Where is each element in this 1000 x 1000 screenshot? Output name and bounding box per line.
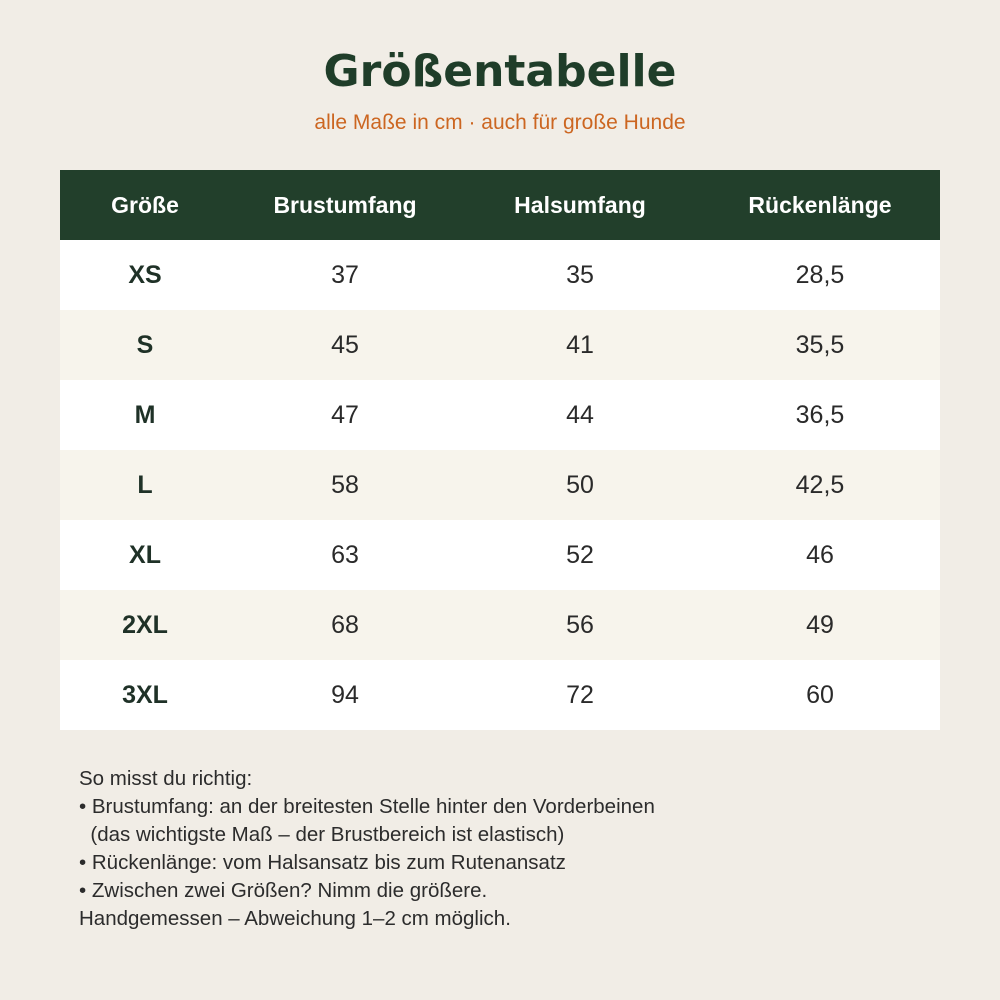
chest-cell: 47 [230, 380, 460, 450]
neck-cell: 72 [460, 660, 700, 730]
column-header-chest: Brustumfang [230, 170, 460, 240]
neck-cell: 56 [460, 590, 700, 660]
size-cell: XS [60, 240, 230, 310]
size-cell: L [60, 450, 230, 520]
notes-footer: Handgemessen – Abweichung 1–2 cm möglich. [79, 907, 511, 930]
table-header-row [60, 170, 940, 240]
table-row [60, 450, 940, 520]
page-title: Größentabelle [323, 46, 677, 97]
neck-cell: 41 [460, 310, 700, 380]
size-cell: 3XL [60, 660, 230, 730]
table-row [60, 240, 940, 310]
back-cell: 35,5 [700, 310, 940, 380]
back-cell: 49 [700, 590, 940, 660]
neck-cell: 52 [460, 520, 700, 590]
size-cell: S [60, 310, 230, 380]
notes-heading: So misst du richtig: [79, 767, 253, 790]
size-cell: XL [60, 520, 230, 590]
notes-line: • Brustumfang: an der breitesten Stelle hinter den Vorderbeinen [79, 795, 655, 818]
size-cell: M [60, 380, 230, 450]
table-row [60, 380, 940, 450]
notes-line: • Zwischen zwei Größen? Nimm die größere. [79, 879, 488, 902]
back-cell: 28,5 [700, 240, 940, 310]
neck-cell: 35 [460, 240, 700, 310]
table-row [60, 590, 940, 660]
chest-cell: 63 [230, 520, 460, 590]
notes-line: • Rückenlänge: vom Halsansatz bis zum Rutenansatz [79, 851, 566, 874]
page-subtitle: alle Maße in cm · auch für große Hunde [314, 111, 686, 134]
chest-cell: 45 [230, 310, 460, 380]
chest-cell: 94 [230, 660, 460, 730]
chest-cell: 68 [230, 590, 460, 660]
back-cell: 36,5 [700, 380, 940, 450]
measuring-notes [79, 765, 655, 933]
column-header-neck: Halsumfang [460, 170, 700, 240]
table-row [60, 660, 940, 730]
chest-cell: 37 [230, 240, 460, 310]
back-cell: 60 [700, 660, 940, 730]
column-header-back: Rückenlänge [700, 170, 940, 240]
chest-cell: 58 [230, 450, 460, 520]
table-row [60, 310, 940, 380]
back-cell: 42,5 [700, 450, 940, 520]
neck-cell: 44 [460, 380, 700, 450]
column-header-size: Größe [60, 170, 230, 240]
table-row [60, 520, 940, 590]
neck-cell: 50 [460, 450, 700, 520]
notes-line: (das wichtigste Maß – der Brustbereich ist elastisch) [79, 823, 565, 846]
back-cell: 46 [700, 520, 940, 590]
size-table [60, 170, 940, 730]
size-cell: 2XL [60, 590, 230, 660]
